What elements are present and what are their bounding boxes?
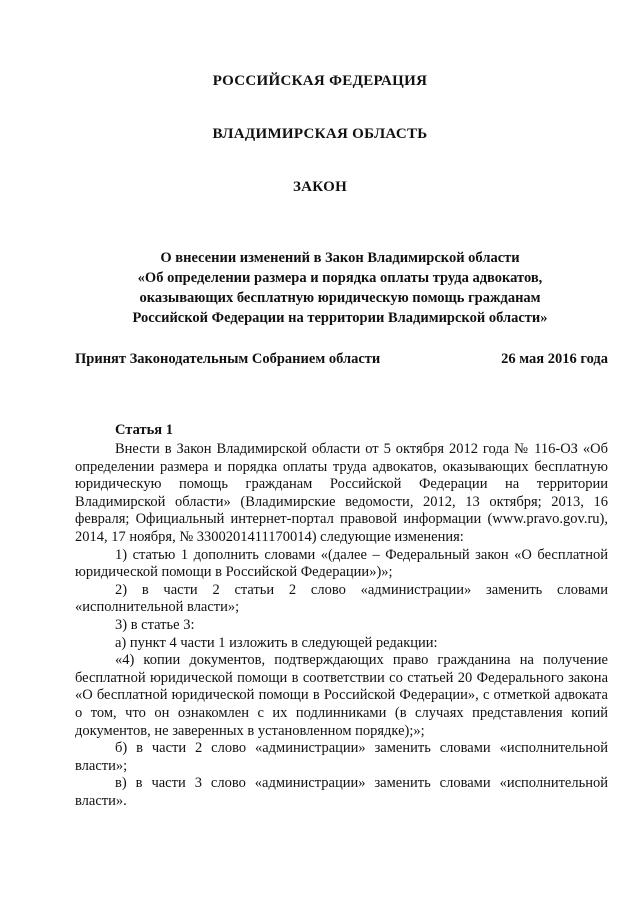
article-paragraph: 3) в статье 3:: [115, 616, 195, 633]
doc-type-heading: ЗАКОН: [292, 179, 348, 195]
article-paragraph: а) пункт 4 части 1 изложить в следующей редакции:: [115, 634, 438, 651]
article-paragraph: б) в части 2 слово «администрации» заменить словами «исполнительной власти»;: [75, 740, 608, 774]
article-paragraph: в) в части 3 слово «администрации» заменить словами «исполнительной власти».: [75, 775, 608, 809]
article-body: [75, 441, 608, 810]
article-paragraph: Внести в Закон Владимирской области от 5 октября 2012 года № 116-ОЗ «Об определении размера и порядка оплаты труда адвокатов, оказывающих бесплатную юридическую помощь гражданам Российской Федерации на территории Владимирской области» (Владимирские ведомости, 2012, 13 октября; 2013, 16 февраля; Официальный интернет-портал правовой информации (www.pravo.gov.ru), 2014, 17 ноября, № 3300201411170014) следующие изменения:: [75, 441, 608, 545]
law-title-line: оказывающих бесплатную юридическую помощь гражданам: [139, 290, 541, 306]
country-heading: РОССИЙСКАЯ ФЕДЕРАЦИЯ: [212, 73, 428, 89]
adoption-date: 26 мая 2016 года: [501, 351, 608, 367]
article-paragraph: «4) копии документов, подтверждающих право гражданина на получение бесплатной юридической помощи в соответствии со статьей 20 Федерального закона «О бесплатной юридической помощи в Российской Федерации», с отметкой адвоката о том, что он ознакомлен с их подлинниками (в случаях представления копий документов, не заверенных в установленном порядке);»;: [75, 652, 608, 739]
article-heading: Статья 1: [115, 422, 173, 438]
law-title-line: «Об определении размера и порядка оплаты труда адвокатов,: [137, 270, 543, 286]
law-title: [60, 248, 620, 328]
region-heading: ВЛАДИМИРСКАЯ ОБЛАСТЬ: [212, 126, 428, 142]
article-paragraph: 2) в части 2 статьи 2 слово «администрации» заменить словами «исполнительной власти»;: [75, 581, 608, 616]
adopted-by: Принят Законодательным Собранием области: [75, 351, 381, 367]
article-paragraph: 1) статью 1 дополнить словами «(далее – Федеральный закон «О бесплатной юридической помощи в Российской Федерации»)»;: [75, 546, 608, 581]
law-title-line: Российской Федерации на территории Владимирской области»: [132, 310, 548, 326]
law-title-line: О внесении изменений в Закон Владимирской области: [160, 250, 520, 266]
adoption-line: [75, 351, 608, 368]
